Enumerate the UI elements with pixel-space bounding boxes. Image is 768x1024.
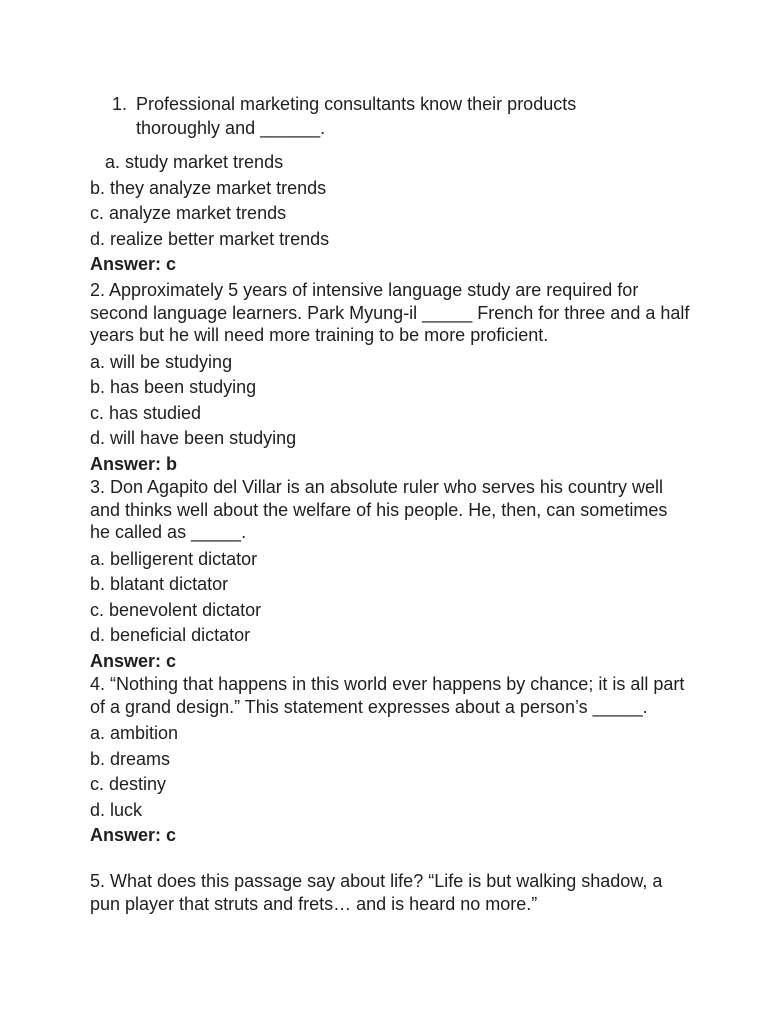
option-d: d. realize better market trends [90, 228, 330, 249]
option-c: c. destiny [90, 774, 167, 794]
question-2 [90, 279, 690, 477]
option-a: a. will be studying [90, 351, 233, 372]
question-5 [90, 870, 690, 918]
question-stem-text: 5. What does this passage say about life? “Life is but walking shadow, a pun player that struts and frets… and is heard no more.” [90, 871, 663, 914]
option-b: b. blatant dictator [90, 574, 229, 594]
question-stem-text: 4. “Nothing that happens in this world ever happens by chance; it is all part of a grand design.” This statement expresses about a person’s _____. [90, 674, 685, 717]
question-1-options [90, 150, 690, 278]
option-d: d. beneficial dictator [90, 625, 251, 645]
answer-key: Answer: c [90, 254, 177, 274]
option-b: b. has been studying [90, 377, 257, 397]
option-a: a. study market trends [105, 152, 284, 172]
option-d: d. will have been studying [90, 428, 297, 448]
question-1-stem [112, 92, 632, 140]
option-b: b. dreams [90, 748, 171, 769]
option-c: c. benevolent dictator [90, 599, 262, 620]
question-number: 1. [112, 94, 128, 114]
option-c: c. analyze market trends [90, 203, 287, 223]
option-b: b. they analyze market trends [90, 177, 327, 198]
question-stem-text: Professional marketing consultants know their products thoroughly and ______. [136, 94, 577, 138]
question-3 [90, 476, 690, 674]
option-a: a. belligerent dictator [90, 548, 258, 569]
question-4 [90, 673, 690, 849]
question-stem-text: 3. Don Agapito del Villar is an absolute ruler who serves his country well and thinks well about the welfare of his people. He, then, can sometimes he called as _____. [90, 477, 668, 542]
answer-key: Answer: c [90, 825, 177, 845]
question-stem-text: 2. Approximately 5 years of intensive language study are required for second language learners. Park Myung-il _____ French for three and a half years but he will need more training to be more proficient. [90, 280, 690, 345]
option-c: c. has studied [90, 402, 202, 423]
option-d: d. luck [90, 799, 143, 820]
option-a: a. ambition [90, 723, 179, 743]
answer-key: Answer: c [90, 650, 177, 671]
answer-key: Answer: b [90, 453, 178, 474]
